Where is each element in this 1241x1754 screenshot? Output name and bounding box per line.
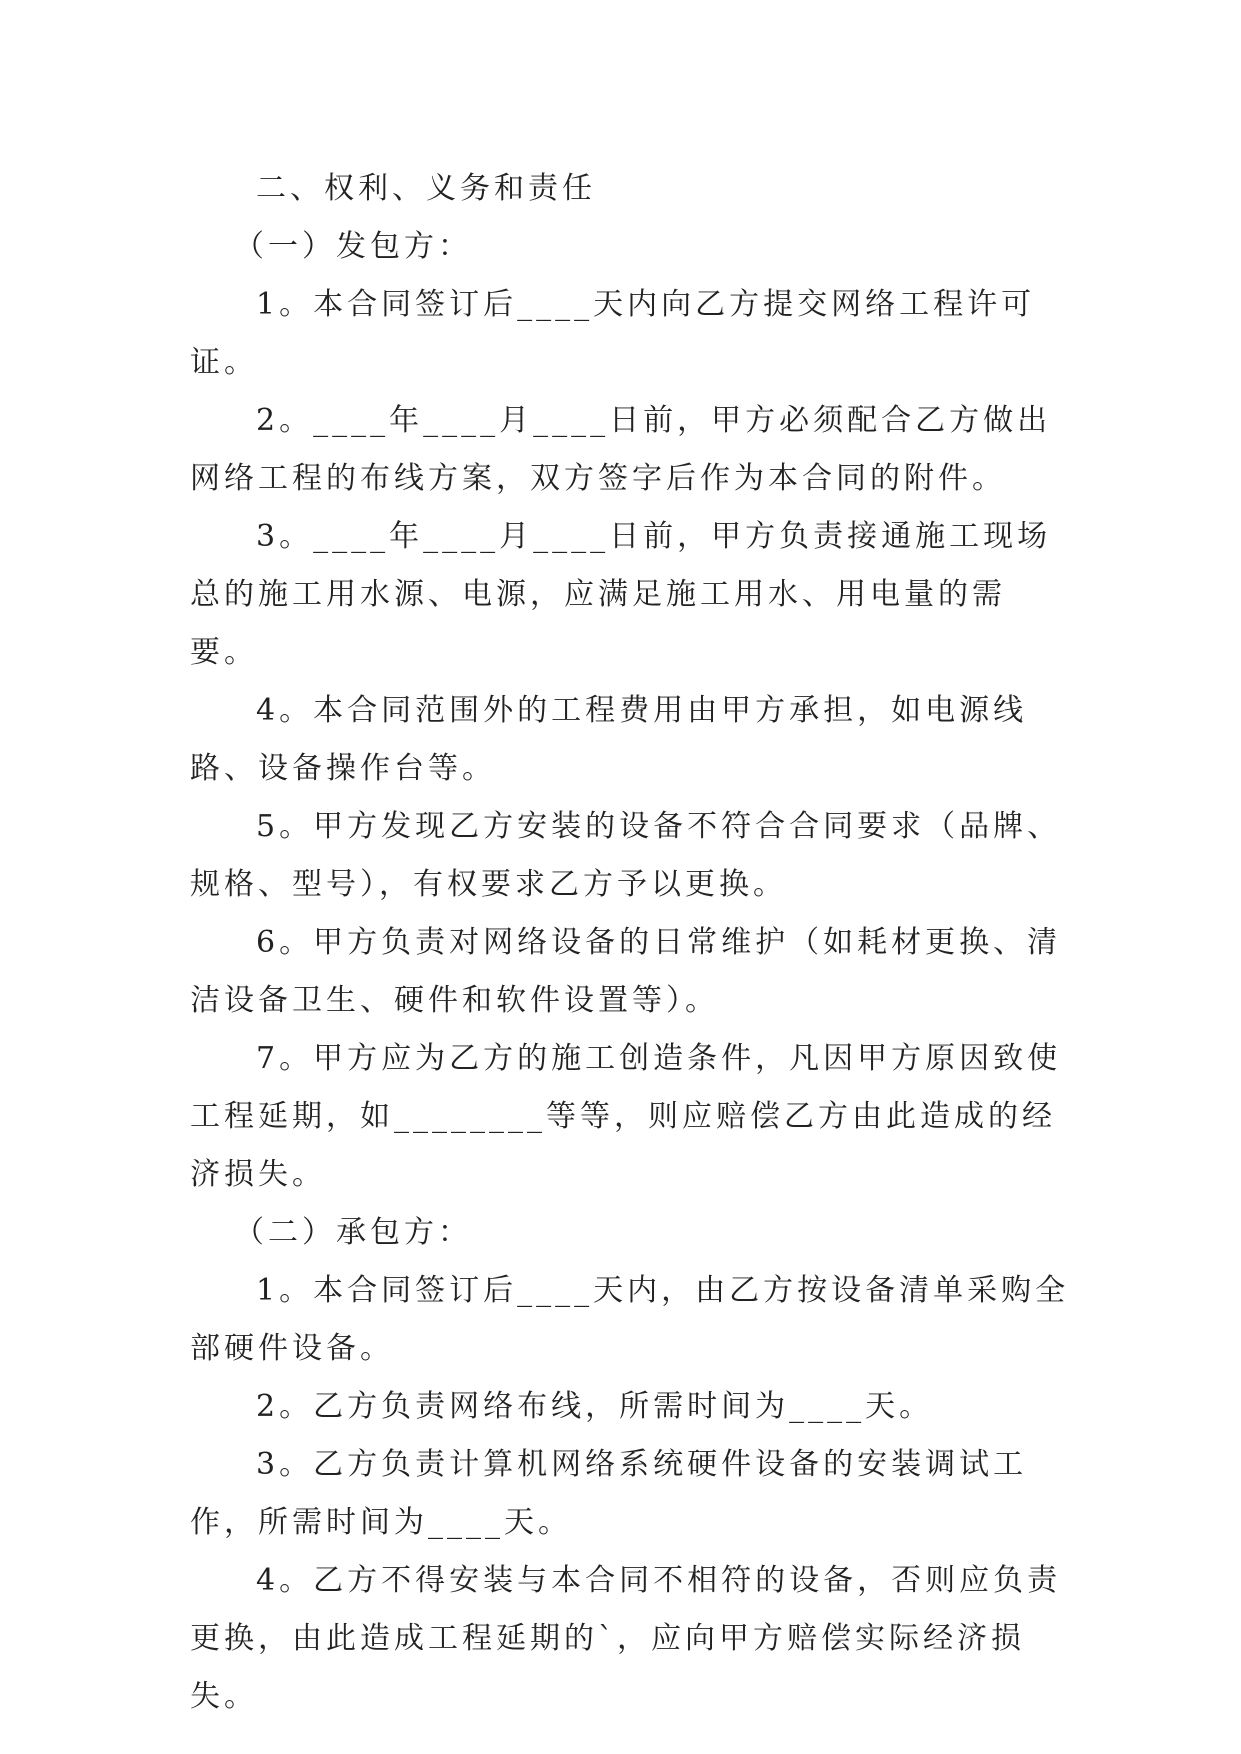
- subsection-title-employer: （一）发包方：: [234, 229, 472, 264]
- clause-paragraph: 7。甲方应为乙方的施工创造条件，凡因甲方原因致使工程延期，如________等等，则应赔偿乙方由此造成的经济损失。: [190, 1041, 1062, 1192]
- clause-paragraph: 4。乙方不得安装与本合同不相符的设备，否则应负责更换，由此造成工程延期的`，应向甲方赔偿实际经济损失。: [190, 1563, 1062, 1714]
- clause-paragraph: 3。乙方负责计算机网络系统硬件设备的安装调试工作，所需时间为____天。: [190, 1447, 1028, 1540]
- document-body: [190, 160, 1070, 1726]
- clause-paragraph: 4。本合同范围外的工程费用由甲方承担，如电源线路、设备操作台等。: [190, 693, 1028, 786]
- clause-paragraph: 1。本合同签订后____天内，由乙方按设备清单采购全部硬件设备。: [190, 1273, 1070, 1366]
- clause-paragraph: 3。____年____月____日前，甲方负责接通施工现场总的施工用水源、电源，应满足施工用水、用电量的需要。: [190, 519, 1052, 670]
- clause-paragraph: 5。甲方发现乙方安装的设备不符合合同要求（品牌、规格、型号），有权要求乙方予以更换。: [190, 809, 1062, 902]
- clause-paragraph: 2。乙方负责网络布线，所需时间为____天。: [256, 1389, 934, 1424]
- subsection-title-contractor: （二）承包方：: [234, 1215, 472, 1250]
- clause-paragraph: 1。本合同签订后____天内向乙方提交网络工程许可证。: [190, 287, 1036, 380]
- clause-paragraph: 6。甲方负责对网络设备的日常维护（如耗材更换、清洁设备卫生、硬件和软件设置等）。: [190, 925, 1062, 1018]
- section-heading: 二、权利、义务和责任: [256, 171, 596, 206]
- clause-paragraph: 2。____年____月____日前，甲方必须配合乙方做出网络工程的布线方案，双方签字后作为本合同的附件。: [190, 403, 1052, 496]
